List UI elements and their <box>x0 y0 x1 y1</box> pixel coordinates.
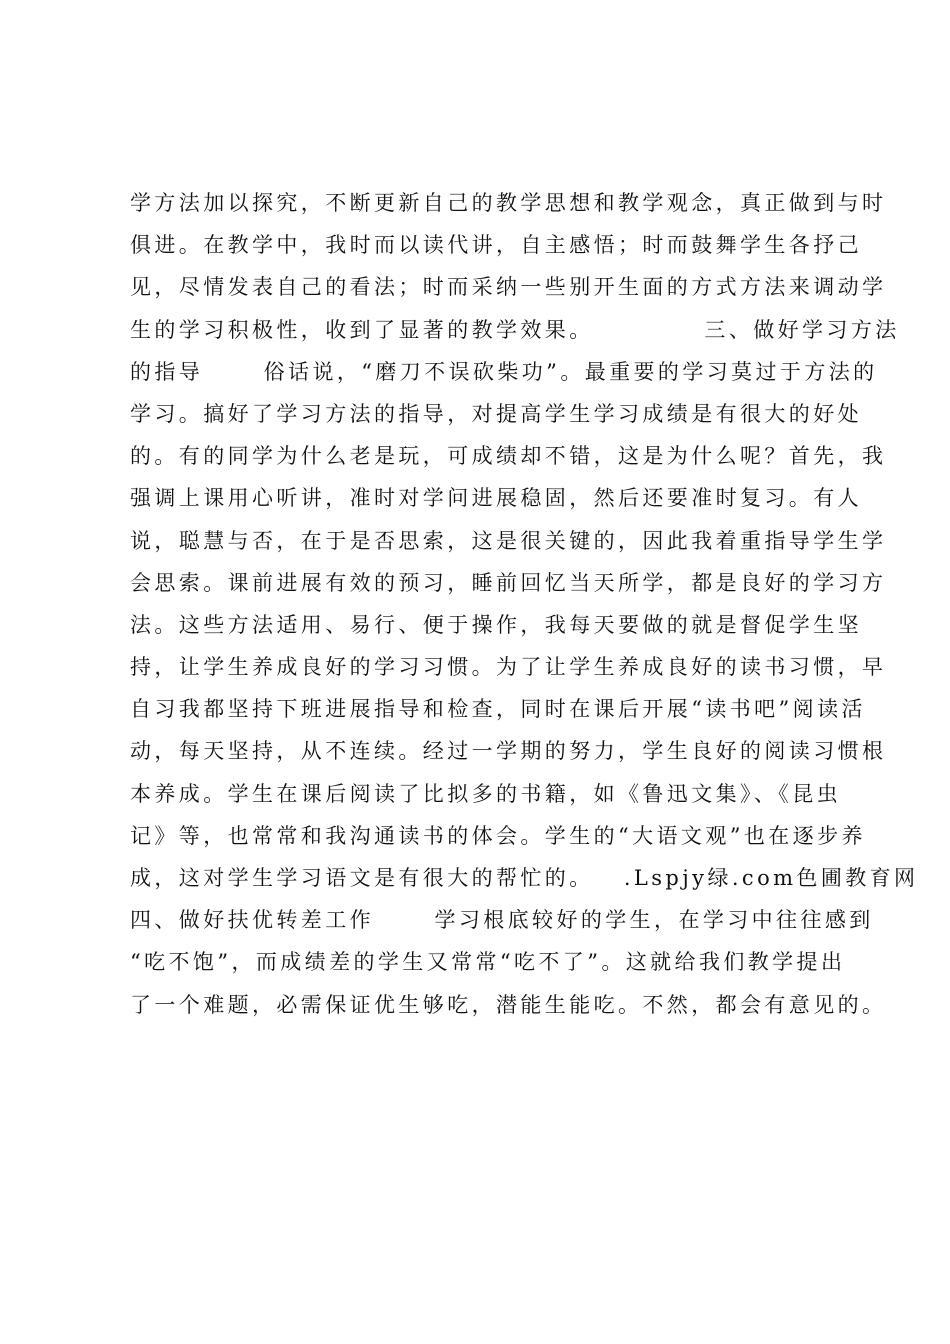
text-line: 强调上课用心听讲，准时对学问进展稳固，然后还要准时复习。有人 <box>130 486 862 511</box>
text-line: 了一个难题，必需保证优生够吃，潜能生能吃。不然，都会有意见的。 <box>130 992 887 1017</box>
text-line: 动，每天坚持，从不连续。经过一学期的努力，学生良好的阅读习惯根 <box>130 739 887 764</box>
text-line: 的。有的同学为什么老是玩，可成绩却不错，这是为什么呢？首先，我 <box>130 444 887 469</box>
text-line: 法。这些方法适用、易行、便于操作，我每天要做的就是督促学生坚 <box>130 612 862 637</box>
text-line: 记》等，也常常和我沟通读书的体会。学生的“大语文观”也在逐步养 <box>130 823 866 848</box>
text-line: 学方法加以探究，不断更新自己的教学思想和教学观念，真正做到与时 <box>130 191 887 215</box>
text-line: 说，聪慧与否，在于是否思索，这是很关键的，因此我着重指导学生学 <box>130 528 887 553</box>
text-line: 成，这对学生学习语文是有很大的帮忙的。 .Lspjy绿.com色圃教育网 <box>130 866 919 890</box>
text-line: 自习我都坚持下班进展指导和检查，同时在课后开展“读书吧”阅读活 <box>130 697 866 722</box>
text-line: 四、做好扶优转差工作 学习根底较好的学生，在学习中往往感到 <box>130 908 874 933</box>
text-line: 的指导 俗话说，“磨刀不误砍柴功”。最重要的学习莫过于方法的 <box>130 359 878 384</box>
body-text <box>130 182 919 1026</box>
text-line: 持，让学生养成良好的学习习惯。为了让学生养成良好的读书习惯，早 <box>130 655 887 680</box>
text-line: 生的学习积极性，收到了显著的教学效果。 三、做好学习方法 <box>130 317 900 342</box>
text-line: 会思索。课前进展有效的预习，睡前回忆当天所学，都是良好的学习方 <box>130 570 887 595</box>
text-line: “吃不饱”，而成绩差的学生又常常“吃不了”。这就给我们教学提出 <box>130 950 846 975</box>
text-line: 俱进。在教学中，我时而以读代讲，自主感悟；时而鼓舞学生各抒己 <box>130 233 862 258</box>
text-line: 本养成。学生在课后阅读了比拟多的书籍，如《鲁迅文集》、《昆虫 <box>130 781 841 806</box>
text-line: 学习。搞好了学习方法的指导，对提高学生学习成绩是有很大的好处 <box>130 401 862 426</box>
text-line: 见，尽情发表自己的看法；时而采纳一些别开生面的方式方法来调动学 <box>130 275 887 300</box>
